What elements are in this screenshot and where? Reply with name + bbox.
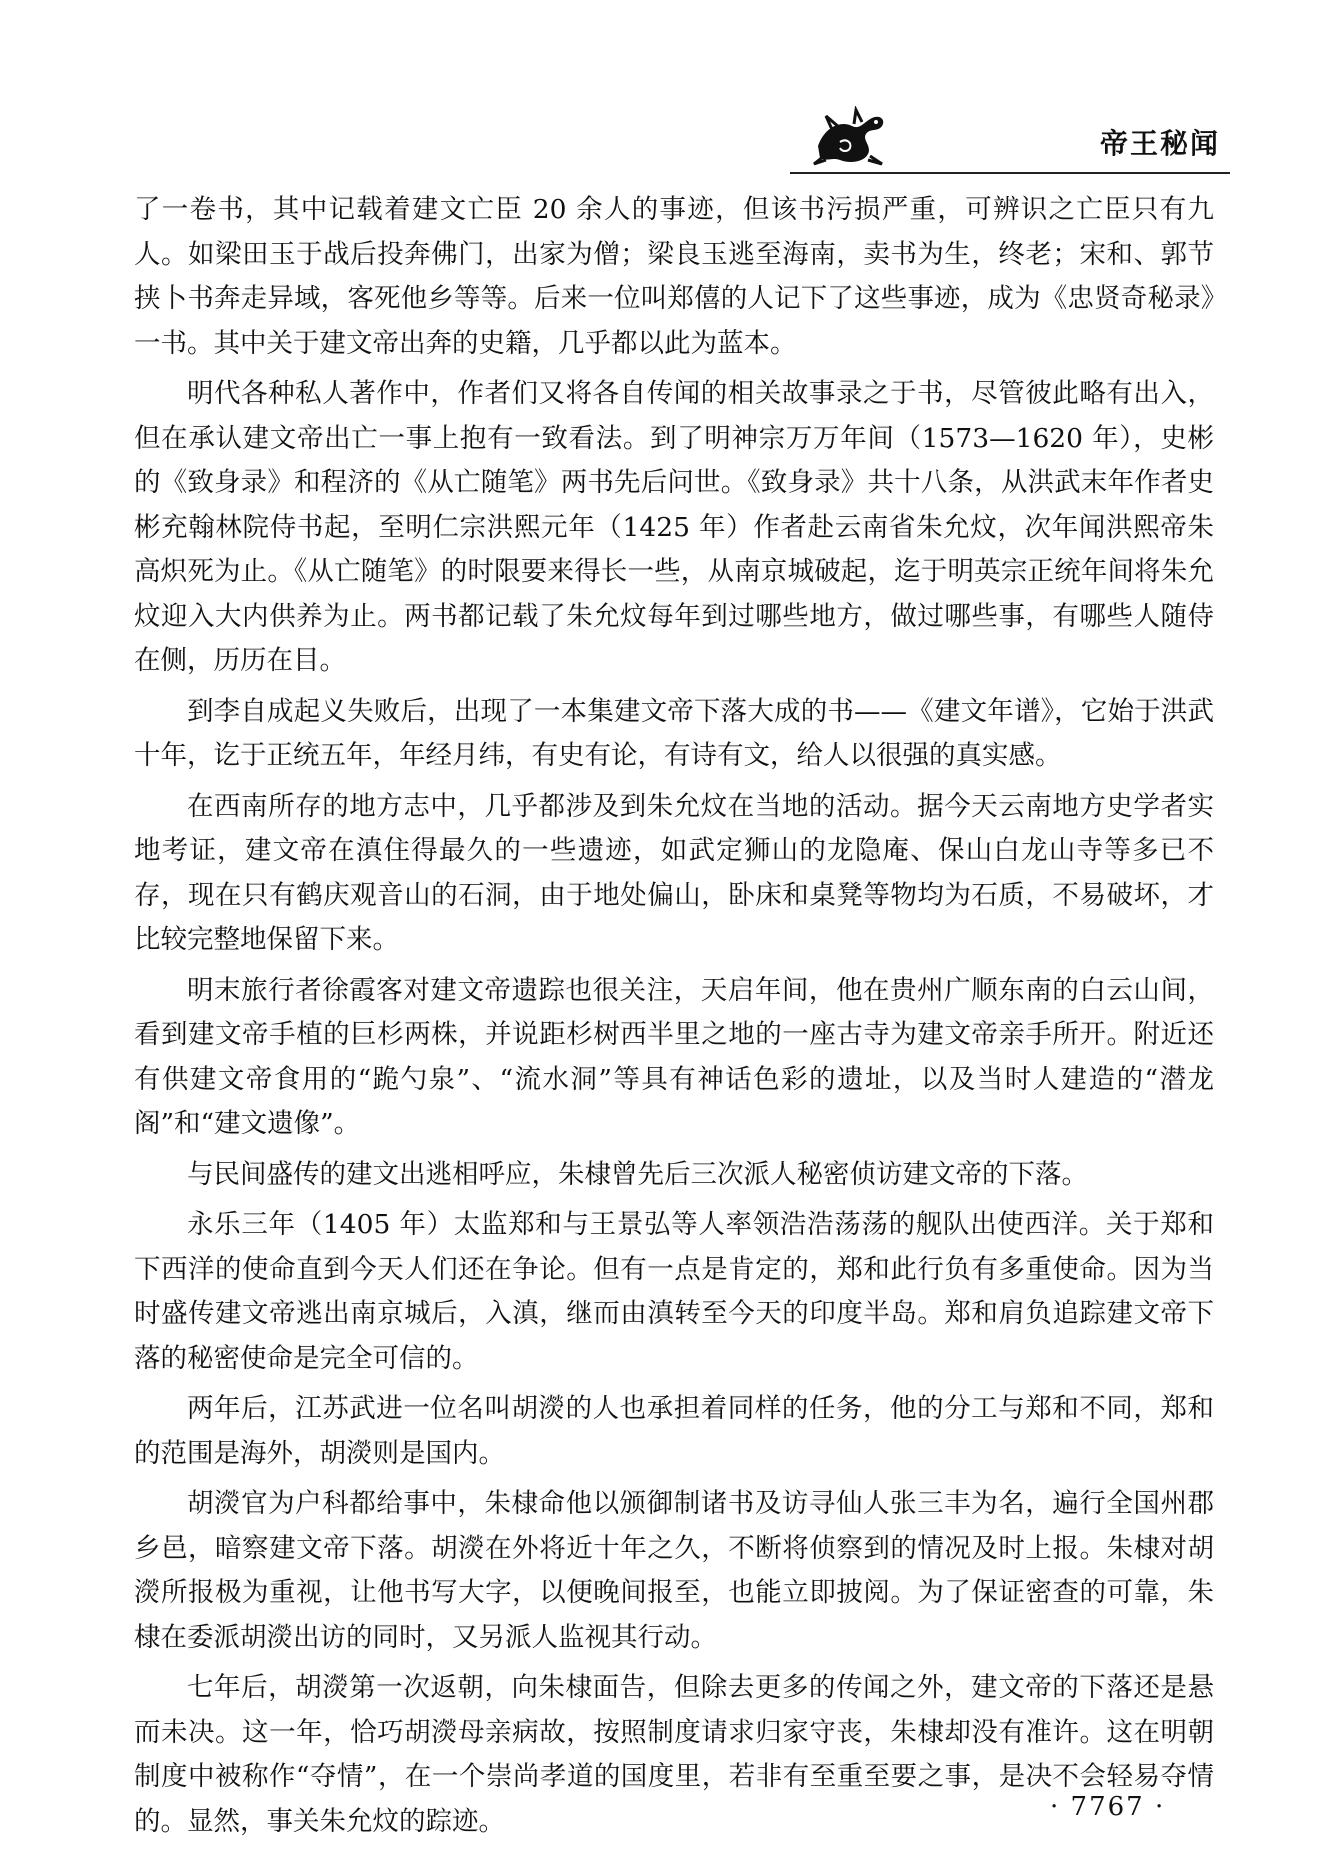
paragraph: 七年后，胡濙第一次返朝，向朱棣面告，但除去更多的传闻之外，建文帝的下落还是悬而未决。这一年，恰巧胡濙母亲病故，按照制度请求归家守丧，朱棣却没有准许。这在明朝制度中被称作“夺情”，在一个崇尚孝道的国度里，若非有至重至要之事，是决不会轻易夺情的。显然，事关朱允炆的踪迹。: [134, 1672, 1214, 1837]
paragraph: 胡濙官为户科都给事中，朱棣命他以颁御制诸书及访寻仙人张三丰为名，遍行全国州郡乡邑，暗察建文帝下落。胡濙在外将近十年之久，不断将侦察到的情况及时上报。朱棣对胡濙所报极为重视，让他书写大字，以便晚间报至，也能立即披阅。为了保证密查的可靠，朱棣在委派胡濙出访的同时，又另派人监视其行动。: [134, 1488, 1214, 1653]
header-title: 帝王秘闻: [1099, 127, 1220, 160]
paragraph: 与民间盛传的建文出逃相呼应，朱棣曾先后三次派人秘密侦访建文帝的下落。: [187, 1158, 1088, 1190]
paragraph: 两年后，江苏武进一位名叫胡濙的人也承担着同样的任务，他的分工与郑和不同，郑和的范围是海外，胡濙则是国内。: [134, 1393, 1214, 1469]
running-header: [790, 100, 1230, 180]
paragraph: 明末旅行者徐霞客对建文帝遗踪也很关注，天启年间，他在贵州广顺东南的白云山间，看到建文帝手植的巨杉两株，并说距杉树西半里之地的一座古寺为建文帝亲手所开。附近还有供建文帝食用的“跪勺泉”、“流水洞”等具有神话色彩的遗址，以及当时人建造的“潜龙阁”和“建文遗像”。: [134, 974, 1214, 1139]
paragraph: 了一卷书，其中记载着建文亡臣 20 余人的事迹，但该书污损严重，可辨识之亡臣只有九人。如梁田玉于战后投奔佛门，出家为僧；梁良玉逃至海南，卖书为生，终老；宋和、郭节挟卜书奔走异域，客死他乡等等。后来一位叫郑僖的人记下了这些事迹，成为《忠贤奇秘录》一书。其中关于建文帝出奔的史籍，几乎都以此为蓝本。: [134, 194, 1214, 359]
header-divider: [790, 172, 1230, 174]
paragraph: 到李自成起义失败后，出现了一本集建文帝下落大成的书——《建文年谱》，它始于洪武十年，讫于正统五年，年经月纬，有史有论，有诗有文，给人以很强的真实感。: [134, 695, 1214, 771]
dragon-icon: [810, 106, 890, 170]
paragraph: 在西南所存的地方志中，几乎都涉及到朱允炆在当地的活动。据今天云南地方史学者实地考证，建文帝在滇住得最久的一些遗迹，如武定狮山的龙隐庵、保山白龙山寺等多已不存，现在只有鹤庆观音山的石洞，由于地处偏山，卧床和桌凳等物均为石质，不易破坏，才比较完整地保留下来。: [134, 790, 1214, 955]
paragraph: 永乐三年（1405 年）太监郑和与王景弘等人率领浩浩荡荡的舰队出使西洋。关于郑和下西洋的使命直到今天人们还在争论。但有一点是肯定的，郑和此行负有多重使命。因为当时盛传建文帝逃出南京城后，入滇，继而由滇转至今天的印度半岛。郑和肩负追踪建文帝下落的秘密使命是完全可信的。: [134, 1209, 1214, 1374]
body-text: [134, 188, 1214, 1850]
paragraph: 明代各种私人著作中，作者们又将各自传闻的相关故事录之于书，尽管彼此略有出入，但在承认建文帝出亡一事上抱有一致看法。到了明神宗万万年间（1573—1620 年），史彬的《致身录》和程济的《从亡随笔》两书先后问世。《致身录》共十八条，从洪武末年作者史彬充翰林院侍书起，至明仁宗洪熙元年（1425 年）作者赴云南省朱允炆，次年闻洪熙帝朱高炽死为止。《从亡随笔》的时限要来得长一些，从南京城破起，迄于明英宗正统年间将朱允炆迎入大内供养为止。两书都记载了朱允炆每年到过哪些地方，做过哪些事，有哪些人随侍在侧，历历在目。: [134, 378, 1214, 676]
page-number: · 7767 ·: [1050, 1792, 1166, 1822]
